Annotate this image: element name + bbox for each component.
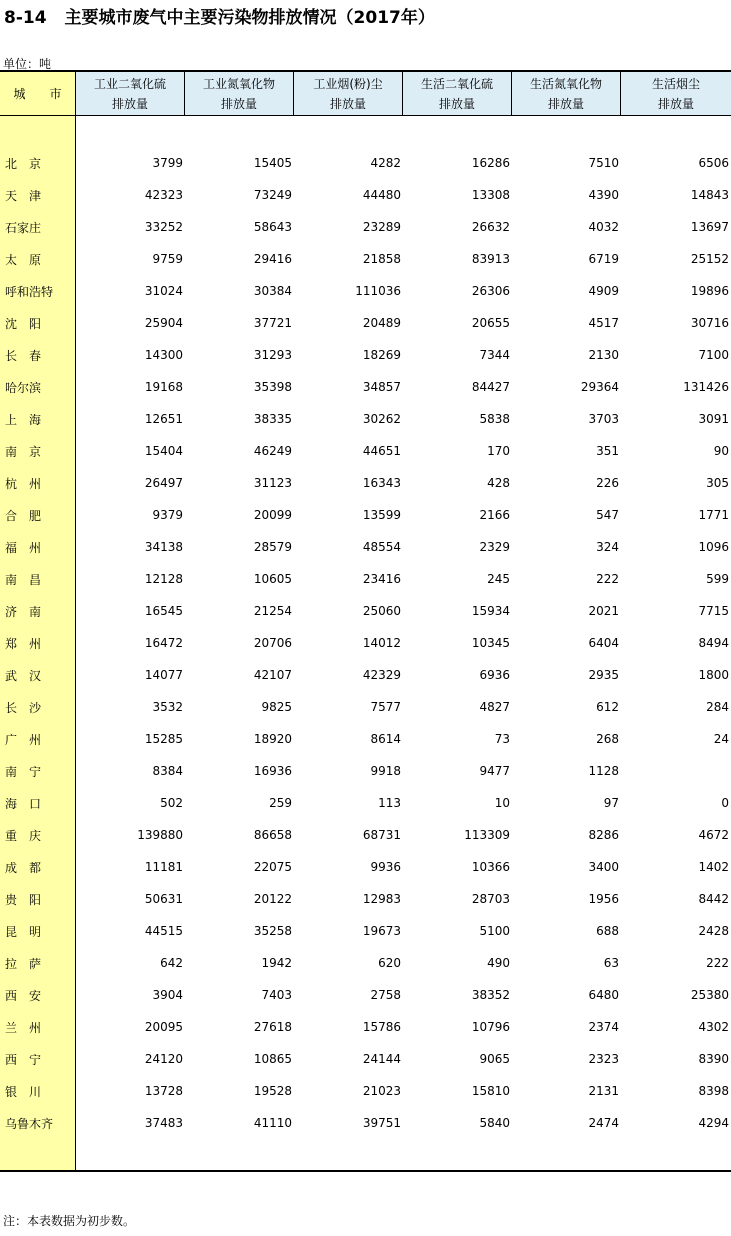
header-col-5-line1: 生活氮氧化物 [529, 76, 602, 91]
cell-value: 24120 [144, 1052, 183, 1066]
cell-value: 324 [596, 540, 619, 554]
cell-value: 131426 [683, 380, 729, 394]
cell-value: 7100 [698, 348, 729, 362]
cell-value: 10865 [253, 1052, 292, 1066]
cell-value: 1096 [698, 540, 729, 554]
table-row [0, 147, 731, 179]
cell-value: 26306 [471, 284, 510, 298]
cell-value: 4294 [698, 1116, 729, 1130]
header-col-2 [185, 72, 294, 115]
cell-value: 38352 [471, 988, 510, 1002]
cell-value: 13697 [690, 220, 729, 234]
cell-value: 1800 [698, 668, 729, 682]
cell-value: 2758 [370, 988, 401, 1002]
city-name: 南 京 [5, 444, 42, 459]
cell-value: 29416 [253, 252, 292, 266]
cell-value: 6719 [588, 252, 619, 266]
cell-value: 428 [487, 476, 510, 490]
cell-value: 21254 [253, 604, 292, 618]
cell-value: 8494 [698, 636, 729, 650]
cell-value: 33252 [144, 220, 183, 234]
header-col-2-line2: 排放量 [220, 96, 257, 111]
cell-value: 16936 [253, 764, 292, 778]
cell-value: 38335 [253, 412, 292, 426]
cell-value: 284 [706, 700, 729, 714]
cell-value: 5840 [479, 1116, 510, 1130]
cell-value: 44651 [362, 444, 401, 458]
cell-value: 12128 [144, 572, 183, 586]
cell-value: 30384 [253, 284, 292, 298]
cell-value: 4282 [370, 156, 401, 170]
cell-value: 20489 [362, 316, 401, 330]
cell-value: 642 [160, 956, 183, 970]
cell-value: 4032 [588, 220, 619, 234]
cell-value: 2474 [588, 1116, 619, 1130]
table-title: 主要城市废气中主要污染物排放情况（2017年） [64, 8, 435, 28]
cell-value: 2131 [588, 1084, 619, 1098]
table-header [0, 72, 731, 115]
cell-value: 10366 [471, 860, 510, 874]
table-row [0, 1107, 731, 1139]
table-row [0, 371, 731, 403]
city-name: 天 津 [5, 188, 42, 203]
table-row [0, 499, 731, 531]
table-row [0, 787, 731, 819]
table-row [0, 691, 731, 723]
city-name: 南 昌 [5, 572, 42, 587]
table-body [0, 147, 731, 1139]
cell-value: 15405 [253, 156, 292, 170]
table-row [0, 659, 731, 691]
table-number: 8-14 [4, 8, 47, 28]
cell-value: 68731 [362, 828, 401, 842]
table-row [0, 947, 731, 979]
table-row [0, 915, 731, 947]
cell-value: 222 [706, 956, 729, 970]
cell-value: 13308 [471, 188, 510, 202]
city-name: 长 春 [5, 348, 42, 363]
cell-value: 14077 [144, 668, 183, 682]
cell-value: 9936 [370, 860, 401, 874]
cell-value: 41110 [253, 1116, 292, 1130]
city-name: 贵 阳 [5, 892, 42, 907]
cell-value: 9825 [261, 700, 292, 714]
city-name: 太 原 [5, 252, 42, 267]
city-name: 济 南 [5, 604, 42, 619]
table-row [0, 563, 731, 595]
cell-value: 6404 [588, 636, 619, 650]
cell-value: 19528 [253, 1084, 292, 1098]
cell-value: 20706 [253, 636, 292, 650]
cell-value: 351 [596, 444, 619, 458]
cell-value: 73249 [253, 188, 292, 202]
table-row [0, 243, 731, 275]
cell-value: 90 [713, 444, 729, 458]
header-col-3 [294, 72, 403, 115]
cell-value: 48554 [362, 540, 401, 554]
cell-value: 170 [487, 444, 510, 458]
city-name: 广 州 [5, 732, 42, 747]
cell-value: 2329 [479, 540, 510, 554]
cell-value: 113309 [464, 828, 510, 842]
cell-value: 34857 [362, 380, 401, 394]
city-name: 武 汉 [5, 668, 42, 683]
city-name: 长 沙 [5, 700, 42, 715]
cell-value: 31123 [253, 476, 292, 490]
city-name: 北 京 [5, 156, 42, 171]
header-col-1-line2: 排放量 [111, 96, 148, 111]
cell-value: 28703 [471, 892, 510, 906]
table-row [0, 1075, 731, 1107]
header-col-6-line1: 生活烟尘 [651, 76, 700, 91]
cell-value: 18269 [362, 348, 401, 362]
table-bottom-rule [0, 1170, 731, 1172]
cell-value: 8614 [370, 732, 401, 746]
cell-value: 37721 [253, 316, 292, 330]
cell-value: 3904 [152, 988, 183, 1002]
cell-value: 10 [494, 796, 510, 810]
cell-value: 35398 [253, 380, 292, 394]
cell-value: 42107 [253, 668, 292, 682]
cell-value: 84427 [471, 380, 510, 394]
header-col-4-line2: 排放量 [438, 96, 475, 111]
cell-value: 58643 [253, 220, 292, 234]
city-name: 银 川 [5, 1084, 42, 1099]
cell-value: 2935 [588, 668, 619, 682]
cell-value: 15934 [471, 604, 510, 618]
cell-value: 9477 [479, 764, 510, 778]
cell-value: 1402 [698, 860, 729, 874]
city-name: 乌鲁木齐 [5, 1116, 54, 1131]
cell-value: 21858 [362, 252, 401, 266]
page-title [4, 6, 435, 30]
cell-value: 2374 [588, 1020, 619, 1034]
cell-value: 15786 [362, 1020, 401, 1034]
cell-value: 12651 [144, 412, 183, 426]
city-name: 合 肥 [5, 508, 42, 523]
table-row [0, 211, 731, 243]
city-name: 西 安 [5, 988, 42, 1003]
table-row [0, 979, 731, 1011]
table-row [0, 531, 731, 563]
cell-value: 7510 [588, 156, 619, 170]
cell-value: 97 [603, 796, 619, 810]
cell-value: 6480 [588, 988, 619, 1002]
cell-value: 7344 [479, 348, 510, 362]
cell-value: 34138 [144, 540, 183, 554]
cell-value: 0 [721, 796, 729, 810]
table-row [0, 1011, 731, 1043]
city-name: 昆 明 [5, 924, 42, 939]
cell-value: 7715 [698, 604, 729, 618]
cell-value: 44515 [144, 924, 183, 938]
cell-value: 305 [706, 476, 729, 490]
cell-value: 4827 [479, 700, 510, 714]
cell-value: 16472 [144, 636, 183, 650]
city-name: 西 宁 [5, 1052, 42, 1067]
header-col-4 [403, 72, 512, 115]
cell-value: 9065 [479, 1052, 510, 1066]
cell-value: 502 [160, 796, 183, 810]
cell-value: 612 [596, 700, 619, 714]
city-name: 石家庄 [5, 220, 42, 235]
cell-value: 19673 [362, 924, 401, 938]
cell-value: 8390 [698, 1052, 729, 1066]
cell-value: 5838 [479, 412, 510, 426]
city-name: 沈 阳 [5, 316, 42, 331]
cell-value: 16343 [362, 476, 401, 490]
cell-value: 20655 [471, 316, 510, 330]
table-row [0, 179, 731, 211]
header-col-3-line1: 工业烟(粉)尘 [313, 76, 383, 91]
cell-value: 20099 [253, 508, 292, 522]
table-row [0, 883, 731, 915]
cell-value: 8398 [698, 1084, 729, 1098]
table-row [0, 755, 731, 787]
cell-value: 21023 [362, 1084, 401, 1098]
cell-value: 25904 [144, 316, 183, 330]
cell-value: 2323 [588, 1052, 619, 1066]
cell-value: 268 [596, 732, 619, 746]
city-name: 杭 州 [5, 476, 42, 491]
cell-value: 490 [487, 956, 510, 970]
cell-value: 2021 [588, 604, 619, 618]
cell-value: 222 [596, 572, 619, 586]
table-row [0, 627, 731, 659]
header-city [0, 72, 76, 115]
cell-value: 23289 [362, 220, 401, 234]
header-col-5-line2: 排放量 [547, 96, 584, 111]
table-row [0, 307, 731, 339]
city-name: 哈尔滨 [5, 380, 42, 395]
cell-value: 620 [378, 956, 401, 970]
city-name: 重 庆 [5, 828, 42, 843]
cell-value: 24144 [362, 1052, 401, 1066]
cell-value: 226 [596, 476, 619, 490]
cell-value: 2130 [588, 348, 619, 362]
cell-value: 8442 [698, 892, 729, 906]
cell-value: 25380 [690, 988, 729, 1002]
cell-value: 37483 [144, 1116, 183, 1130]
city-name: 南 宁 [5, 764, 42, 779]
cell-value: 9759 [152, 252, 183, 266]
cell-value: 10796 [471, 1020, 510, 1034]
cell-value: 3400 [588, 860, 619, 874]
city-name: 福 州 [5, 540, 42, 555]
cell-value: 22075 [253, 860, 292, 874]
city-name: 成 都 [5, 860, 42, 875]
cell-value: 599 [706, 572, 729, 586]
cell-value: 4302 [698, 1020, 729, 1034]
city-name: 呼和浩特 [5, 284, 54, 299]
cell-value: 8384 [152, 764, 183, 778]
table-row [0, 851, 731, 883]
header-col-3-line2: 排放量 [329, 96, 366, 111]
cell-value: 1771 [698, 508, 729, 522]
city-name: 上 海 [5, 412, 42, 427]
header-col-1-line1: 工业二氧化硫 [93, 76, 166, 91]
city-name: 海 口 [5, 796, 42, 811]
unit-label: 单位：吨 [3, 57, 52, 71]
header-city-label: 城 市 [13, 86, 62, 101]
cell-value: 15404 [144, 444, 183, 458]
cell-value: 83913 [471, 252, 510, 266]
cell-value: 6506 [698, 156, 729, 170]
cell-value: 4390 [588, 188, 619, 202]
cell-value: 9379 [152, 508, 183, 522]
cell-value: 1128 [588, 764, 619, 778]
header-col-6-line2: 排放量 [657, 96, 694, 111]
header-col-2-line1: 工业氮氧化物 [202, 76, 275, 91]
cell-value: 20122 [253, 892, 292, 906]
cell-value: 111036 [355, 284, 401, 298]
cell-value: 30716 [690, 316, 729, 330]
cell-value: 42323 [144, 188, 183, 202]
cell-value: 113 [378, 796, 401, 810]
cell-value: 4672 [698, 828, 729, 842]
cell-value: 63 [603, 956, 619, 970]
cell-value: 15285 [144, 732, 183, 746]
cell-value: 25152 [690, 252, 729, 266]
cell-value: 9918 [370, 764, 401, 778]
cell-value: 44480 [362, 188, 401, 202]
cell-value: 31024 [144, 284, 183, 298]
cell-value: 11181 [144, 860, 183, 874]
cell-value: 46249 [253, 444, 292, 458]
cell-value: 25060 [362, 604, 401, 618]
header-col-1 [76, 72, 185, 115]
cell-value: 7403 [261, 988, 292, 1002]
cell-value: 1956 [588, 892, 619, 906]
table-row [0, 435, 731, 467]
cell-value: 39751 [362, 1116, 401, 1130]
cell-value: 14012 [362, 636, 401, 650]
cell-value: 688 [596, 924, 619, 938]
cell-value: 12983 [362, 892, 401, 906]
cell-value: 20095 [144, 1020, 183, 1034]
cell-value: 50631 [144, 892, 183, 906]
cell-value: 27618 [253, 1020, 292, 1034]
cell-value: 259 [269, 796, 292, 810]
cell-value: 7577 [370, 700, 401, 714]
cell-value: 10605 [253, 572, 292, 586]
cell-value: 24 [713, 732, 729, 746]
table-row [0, 595, 731, 627]
cell-value: 1942 [261, 956, 292, 970]
city-name: 郑 州 [5, 636, 42, 651]
cell-value: 23416 [362, 572, 401, 586]
city-name: 拉 萨 [5, 956, 42, 971]
cell-value: 86658 [253, 828, 292, 842]
cell-value: 2166 [479, 508, 510, 522]
cell-value: 3799 [152, 156, 183, 170]
cell-value: 28579 [253, 540, 292, 554]
table-row [0, 1043, 731, 1075]
header-col-5 [512, 72, 621, 115]
header-col-6 [621, 72, 731, 115]
table-row [0, 403, 731, 435]
cell-value: 4909 [588, 284, 619, 298]
cell-value: 14843 [690, 188, 729, 202]
cell-value: 30262 [362, 412, 401, 426]
cell-value: 4517 [588, 316, 619, 330]
table-row [0, 819, 731, 851]
cell-value: 19168 [144, 380, 183, 394]
cell-value: 35258 [253, 924, 292, 938]
cell-value: 42329 [362, 668, 401, 682]
city-name: 兰 州 [5, 1020, 42, 1035]
cell-value: 5100 [479, 924, 510, 938]
header-col-4-line1: 生活二氧化硫 [420, 76, 493, 91]
cell-value: 2428 [698, 924, 729, 938]
table-row [0, 275, 731, 307]
cell-value: 3703 [588, 412, 619, 426]
cell-value: 3532 [152, 700, 183, 714]
cell-value: 16286 [471, 156, 510, 170]
cell-value: 15810 [471, 1084, 510, 1098]
cell-value: 245 [487, 572, 510, 586]
cell-value: 29364 [580, 380, 619, 394]
cell-value: 8286 [588, 828, 619, 842]
cell-value: 13728 [144, 1084, 183, 1098]
cell-value: 26632 [471, 220, 510, 234]
cell-value: 19896 [690, 284, 729, 298]
cell-value: 6936 [479, 668, 510, 682]
header-bottom-rule [0, 115, 731, 116]
cell-value: 14300 [144, 348, 183, 362]
table-row [0, 723, 731, 755]
cell-value: 3091 [698, 412, 729, 426]
footnote: 注：本表数据为初步数。 [3, 1214, 136, 1228]
table-row [0, 467, 731, 499]
table-row [0, 339, 731, 371]
cell-value: 547 [596, 508, 619, 522]
cell-value: 18920 [253, 732, 292, 746]
cell-value: 16545 [144, 604, 183, 618]
cell-value: 73 [494, 732, 510, 746]
cell-value: 13599 [362, 508, 401, 522]
cell-value: 10345 [471, 636, 510, 650]
cell-value: 139880 [137, 828, 183, 842]
cell-value: 26497 [144, 476, 183, 490]
cell-value: 31293 [253, 348, 292, 362]
